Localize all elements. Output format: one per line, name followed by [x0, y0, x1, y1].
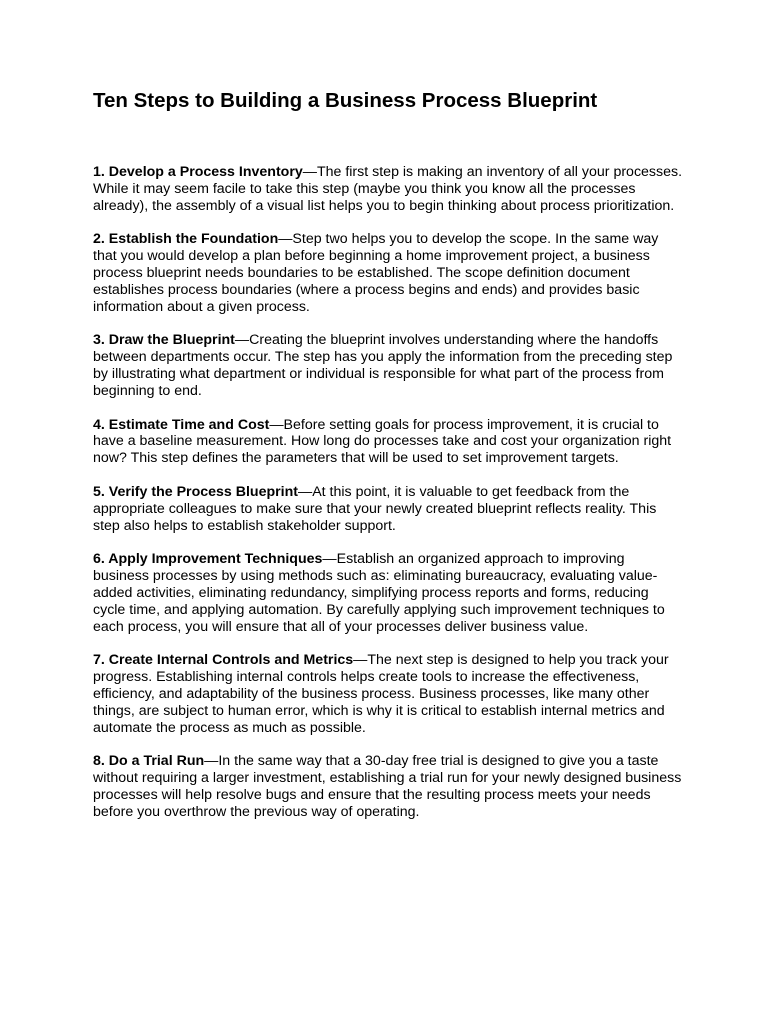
step-text: —In the same way that a 30-day free trial is designed to give you a taste without requiring a larger investment, establishing a trial run for your newly designed business processes will help resolve bugs and ensure that the resulting process meets your needs before you overthrow the previous way of operating.	[93, 753, 682, 820]
step-heading: 1. Develop a Process Inventory	[93, 164, 303, 180]
step-paragraph-4	[93, 417, 683, 467]
step-text: —At this point, it is valuable to get feedback from the appropriate colleagues to make sure that your newly created blueprint reflects reality. This step also helps to establish stakeholder support.	[93, 483, 657, 534]
step-text: —The next step is designed to help you track your progress. Establishing internal controls helps create tools to increase the effectiveness, efficiency, and adaptability of the business process. Business processes, like many other things, are subject to human error, which is why it is critical to establish internal metrics and automate the process as much as possible.	[93, 652, 669, 736]
step-text: —The first step is making an inventory of all your processes. While it may seem facile to take this step (maybe you think you know all the processes already), the assembly of a visual list helps you to begin thinking about process prioritization.	[93, 164, 683, 214]
step-paragraph-1	[93, 164, 683, 214]
step-heading: 5. Verify the Process Blueprint	[93, 483, 299, 500]
step-paragraph-7	[93, 652, 683, 736]
step-heading: 4. Estimate Time and Cost	[93, 416, 270, 433]
step-paragraph-2	[93, 231, 683, 315]
steps-list	[93, 164, 683, 838]
step-paragraph-6	[93, 551, 683, 635]
step-paragraph-3	[93, 332, 683, 399]
step-text: —Establish an organized approach to improving business processes by using methods such as: eliminating bureaucracy, evaluating value-added activities, eliminating redundancy, simplifying process reports and forms, reducing cycle time, and applying automation. By carefully applying such improvement techniques to each process, you will ensure that all of your processes deliver business value.	[93, 551, 665, 635]
step-paragraph-5	[93, 484, 683, 534]
step-heading: 8. Do a Trial Run	[93, 753, 205, 770]
step-heading: 7. Create Internal Controls and Metrics	[93, 652, 354, 669]
step-heading: 6. Apply Improvement Techniques	[93, 551, 323, 568]
step-heading: 2. Establish the Foundation	[93, 231, 279, 248]
step-text: —Creating the blueprint involves understanding where the handoffs between departments occur. The step has you apply the information from the preceding step by illustrating what department or individual is responsible for what part of the process from beginning to end.	[93, 332, 673, 399]
document-page	[93, 0, 683, 1024]
step-heading: 3. Draw the Blueprint	[93, 332, 235, 349]
step-text: —Step two helps you to develop the scope. In the same way that you would develop a plan before beginning a home improvement project, a business process blueprint needs boundaries to be established. The scope definition document establishes process boundaries (where a process begins and ends) and provides basic information about a given process.	[93, 231, 659, 315]
step-paragraph-8	[93, 753, 683, 820]
document-title: Ten Steps to Building a Business Process Blueprint	[93, 89, 598, 112]
step-text: —Before setting goals for process improvement, it is crucial to have a baseline measurement. How long do processes take and cost your organization right now? This step defines the parameters that will be used to set improvement targets.	[93, 416, 672, 467]
